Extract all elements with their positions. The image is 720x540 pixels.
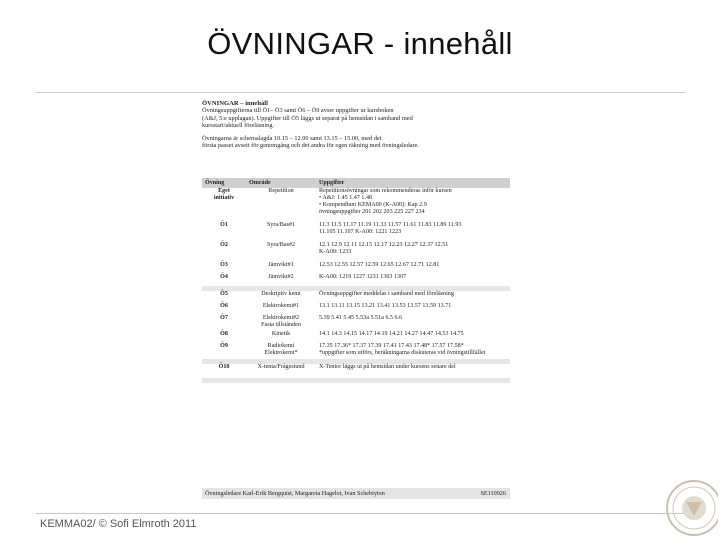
- table-row: [202, 242, 510, 262]
- table-row: [202, 364, 510, 378]
- doc-para1-line2: (A&J, 5:e upplagan). Uppgifter till Ö5 läggs ut separat på hemsidan i samband med: [202, 114, 413, 122]
- doc-footer-left: Övningsledare Karl-Erik Bergquist, Margareta Hagelot, Ivan Schebiyton: [205, 490, 385, 497]
- cell-ovning: Ö3: [220, 262, 228, 268]
- doc-para1-line3: kursstart/aktuell föreläsning.: [202, 122, 275, 130]
- cell-ovning: Ö2: [220, 242, 228, 248]
- cell-uppgifter: Övningsuppgifter meddelas i samband med föreläsning: [319, 291, 454, 297]
- cell-uppgifter: Repetitionsövningar som rekommenderas inför kursen • A&J: 1.45 1.47 1.48 • Kompendium KEMA00 (K-A00): Kap 2.9 övningsuppgifter 201 202 203 225 227 234: [319, 188, 452, 215]
- doc-para1-line1: Övningsuppgifterna till Ö1– Ö3 samt Ö6 – Ö9 avser uppgifter ur kursboken: [202, 107, 394, 115]
- exercise-table: [202, 178, 510, 383]
- header-omrade: Område: [246, 178, 316, 188]
- cell-uppgifter: 5.39 5.41 5.45 5.53a 5.51a 6.5 6.6: [319, 315, 403, 321]
- table-row: [202, 262, 510, 274]
- cell-omrade: Jämvikt#1: [268, 262, 294, 268]
- doc-footer-right: SE110926: [480, 490, 506, 497]
- table-row: [202, 331, 510, 343]
- cell-omrade: Kinetik: [271, 331, 291, 337]
- cell-omrade: Jämvikt#2: [268, 274, 294, 280]
- table-row: [202, 315, 510, 331]
- cell-uppgifter: 14.1 14.3 14.15 14.17 14.19 14.21 14.27 14.47 14.53 14.75: [319, 331, 464, 337]
- doc-footer-bar: [202, 488, 510, 499]
- cell-omrade: Deskriptiv kemi: [261, 291, 301, 297]
- table-row: [202, 303, 510, 315]
- scanned-document: [202, 100, 510, 500]
- doc-para2-line2: första passet avsett för genomgång och det andra för egen räkning med övningsledare.: [202, 142, 419, 150]
- cell-ovning: Ö5: [220, 291, 228, 297]
- cell-omrade: Repetition: [268, 188, 294, 194]
- footer-divider: [36, 513, 686, 514]
- cell-uppgifter: 17.35 17.36* 17.37 17.39 17.41 17.43 17.48* 17.57 17.58* *uppgifter som utförs, beräkningarna diskuteras vid övningstillfället: [319, 343, 486, 356]
- header-uppgifter: Uppgifter: [316, 178, 510, 188]
- doc-para2-line1: Övningarna är schemalagda 10.15 – 12.00 samt 13.15 – 15.00, med det: [202, 134, 382, 142]
- table-row: [202, 222, 510, 242]
- title-divider: [36, 92, 686, 93]
- doc-heading: ÖVNINGAR – innehåll: [202, 100, 268, 107]
- cell-ovning: Eget initiativ: [213, 188, 235, 201]
- table-row: [202, 343, 510, 359]
- cell-ovning: Ö10: [218, 364, 230, 370]
- table-separator: [202, 378, 510, 383]
- cell-ovning: Ö4: [220, 274, 228, 280]
- cell-uppgifter: 11.3 11.5 11.17 11.19 11.33 11.57 11.61 11.83 11.89 11.93 11.105 11.107 K-A00: 1221 1223: [319, 222, 462, 235]
- cell-ovning: Ö8: [220, 331, 228, 337]
- cell-uppgifter: K-A00: 1219 1227 1231 1303 1307: [319, 274, 407, 280]
- cell-uppgifter: 13.1 13.11 13.15 13.21 13.41 13.53 13.57 13.59 13.71: [319, 303, 452, 309]
- cell-ovning: Ö9: [220, 343, 228, 349]
- slide-title: ÖVNINGAR - innehåll: [207, 26, 513, 61]
- university-seal-icon: [656, 468, 718, 538]
- header-ovning: Övning: [202, 178, 246, 188]
- table-row: [202, 188, 510, 222]
- cell-uppgifter: X-Tentor läggs ut på hemsidan under kursens senare del: [319, 364, 456, 370]
- table-row: [202, 291, 510, 303]
- cell-uppgifter: 12.53 12.55 12.57 12.59 12.65 12.67 12.71 12.81: [319, 262, 440, 268]
- cell-omrade: Syra/Bas#1: [266, 222, 296, 228]
- cell-ovning: Ö1: [220, 222, 228, 228]
- cell-ovning: Ö7: [220, 315, 228, 321]
- cell-omrade: Radiokemi Elektrokemi*: [264, 343, 298, 356]
- table-header-row: [202, 178, 510, 188]
- cell-omrade: X-tenta/Frågestund: [257, 364, 305, 370]
- cell-omrade: Syra/Bas#2: [266, 242, 296, 248]
- table-row: [202, 274, 510, 286]
- slide-footer: KEMMA02/ © Sofi Elmroth 2011: [40, 518, 197, 530]
- cell-omrade: Elektrokemi#2 Fasta tillstånden: [261, 315, 301, 328]
- cell-ovning: Ö6: [220, 303, 228, 309]
- cell-uppgifter: 12.1 12.9 12.11 12.15 12.17 12.23 12.27 12.37 12.51 K-A00: 1233: [319, 242, 449, 255]
- cell-omrade: Elektrokemi#1: [262, 303, 300, 309]
